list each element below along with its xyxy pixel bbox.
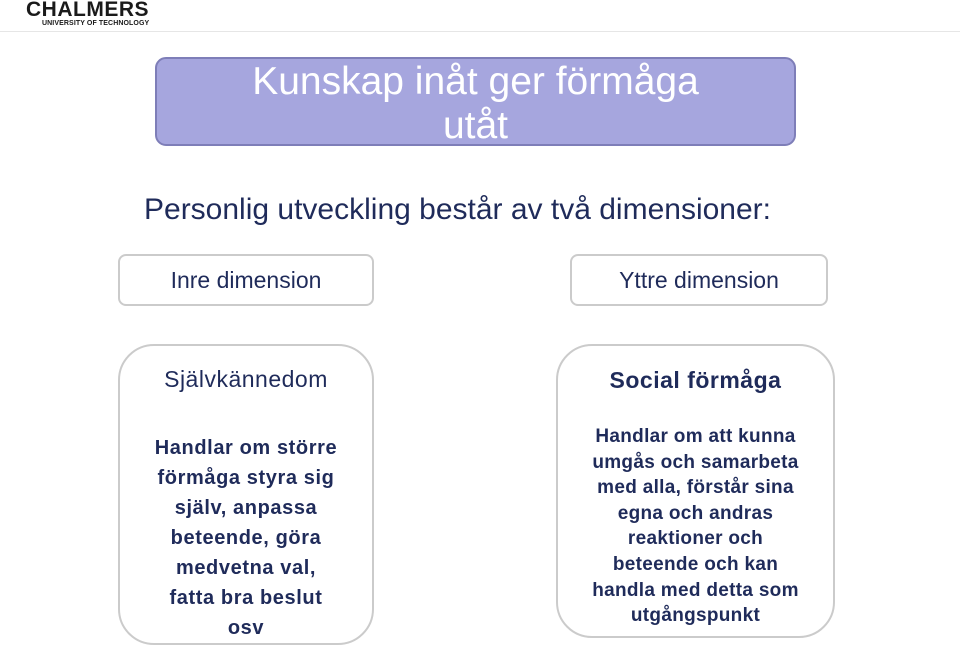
- self-knowledge-title: Självkännedom: [164, 366, 328, 392]
- outer-dimension-header: [570, 254, 828, 306]
- inner-dimension-label: Inre dimension: [170, 266, 322, 293]
- slide-title-box: [155, 57, 796, 146]
- social-ability-title: Social förmåga: [609, 367, 782, 393]
- self-knowledge-card: [118, 344, 374, 645]
- slide-subtitle: Personlig utveckling består av två dimensioner:: [144, 193, 771, 226]
- social-ability-description: Handlar om att kunna umgås och samarbeta med alla, förstår sina egna och andras reaktioner och beteende och kan handla med detta som utgångspunkt: [592, 426, 799, 627]
- outer-dimension-label: Yttre dimension: [619, 266, 779, 293]
- self-knowledge-description: Handlar om större förmåga styra sig själv, anpassa beteende, göra medvetna val, fatta bra beslut osv: [154, 437, 338, 639]
- header-divider: [0, 31, 960, 32]
- social-ability-card: [556, 344, 835, 638]
- chalmers-logo-subtitle: UNIVERSITY OF TECHNOLOGY: [42, 20, 150, 27]
- slide-title-line-2: utåt: [442, 104, 509, 147]
- chalmers-logo: CHALMERS: [26, 0, 149, 21]
- inner-dimension-header: [118, 254, 374, 306]
- slide-title-line-1: Kunskap inåt ger förmåga: [252, 60, 699, 103]
